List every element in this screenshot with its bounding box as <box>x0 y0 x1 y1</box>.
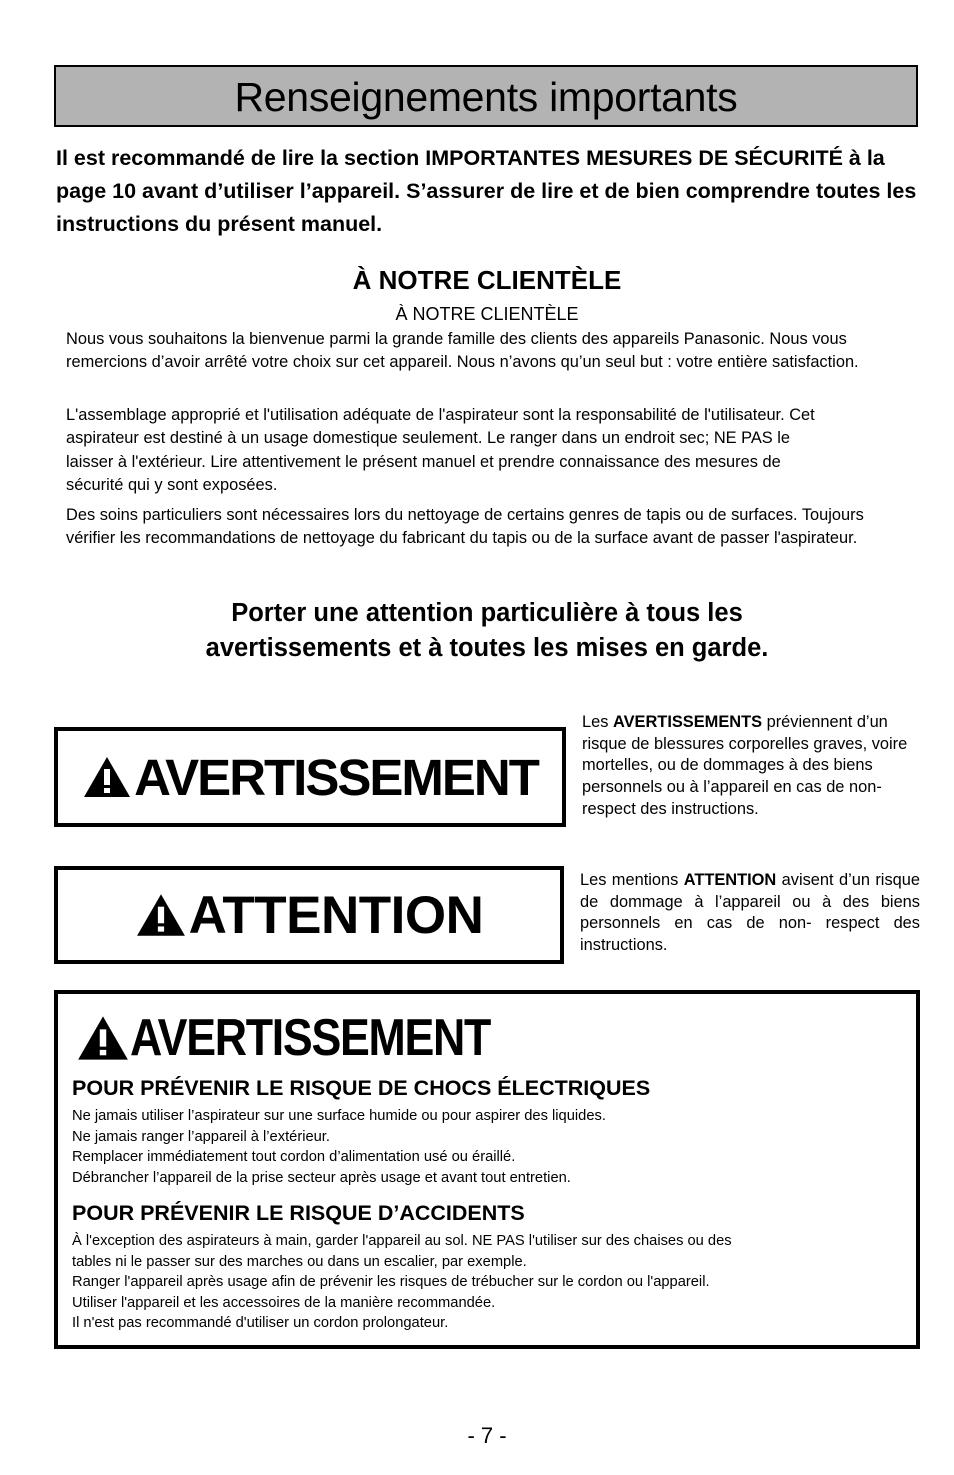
accidents-heading: POUR PRÉVENIR LE RISQUE D’ACCIDENTS <box>72 1201 525 1225</box>
customers-subheading: À NOTRE CLIENTÈLE <box>395 304 579 324</box>
warning-sign-label: AVERTISSEMENT <box>134 748 538 806</box>
warning-desc-post: préviennent d’un risque de blessures corporelles graves, voire mortelles, ou de dommages à des biens personnels ou à l’appareil en cas de non-respect des instructions. <box>582 713 908 818</box>
page-title-box <box>54 65 918 127</box>
caution-desc-bold: ATTENTION <box>683 871 777 889</box>
customers-paragraph-3: Des soins particuliers sont nécessaires lors du nettoyage de certains genres de tapis ou de surfaces. Toujours vérifier les recommandations de nettoyage du fabricant du tapis ou de la surface avant de passer l'aspirateur. <box>66 506 864 548</box>
warning-description <box>582 712 912 821</box>
attention-note-text: Porter une attention particulière à tous les avertissements et à toutes les mises en garde. <box>205 599 769 662</box>
caution-desc-pre: Les mentions <box>580 871 684 889</box>
warning-panel <box>54 990 920 1349</box>
list-item: Utiliser l'appareil et les accessoires de la manière recommandée. <box>72 1294 496 1311</box>
list-item: À l'exception des aspirateurs à main, garder l'appareil au sol. NE PAS l'utiliser sur des chaises ou des <box>72 1233 732 1249</box>
warning-panel-label: AVERTISSEMENT <box>130 1009 491 1067</box>
list-item: Il n'est pas recommandé d'utiliser un cordon prolongateur. <box>72 1315 449 1332</box>
accidents-list <box>72 1231 902 1334</box>
warning-panel-head <box>76 1008 549 1068</box>
intro-text: Il est recommandé de lire la section IMPORTANTES MESURES DE SÉCURITÉ à la page 10 avant d’utiliser l’appareil. S’assurer de lire et de bien comprendre toutes les instructions du présent manuel. <box>56 146 917 236</box>
warning-sign <box>54 727 566 827</box>
caution-description <box>580 870 920 957</box>
page-number: - 7 - <box>467 1423 507 1448</box>
page-title: Renseignements importants <box>234 74 738 120</box>
warning-desc-bold: AVERTISSEMENTS <box>612 713 763 731</box>
customers-paragraph-1: Nous vous souhaitons la bienvenue parmi la grande famille des clients des appareils Panasonic. Nous vous remercions d’avoir arrêté votre choix sur cet appareil. Nous n’avons qu’un seul but : votre entière satisfaction. <box>66 330 859 372</box>
caution-sign <box>54 866 564 964</box>
warning-triangle-icon <box>76 1014 130 1062</box>
list-item: Ne jamais ranger l’appareil à l’extérieur. <box>72 1128 330 1145</box>
warning-desc-pre: Les <box>582 713 613 731</box>
electric-shock-heading: POUR PRÉVENIR LE RISQUE DE CHOCS ÉLECTRIQUES <box>72 1076 651 1100</box>
list-item: tables ni le passer sur des marches ou dans un escalier, par exemple. <box>72 1253 527 1270</box>
electric-shock-list <box>72 1106 902 1188</box>
caution-sign-label: ATTENTION <box>188 885 484 945</box>
customers-paragraph-2: L'assemblage approprié et l'utilisation adéquate de l'aspirateur sont la responsabilité de l'utilisateur. Cet aspirateur est destiné à un usage domestique seulement. Le ranger dans un endroit sec; NE PAS le laisser à l'extérieur. Lire attentivement le présent manuel et prendre connaissance des mesures de sécurité qui y sont exposées. <box>66 406 815 494</box>
list-item: Ranger l'appareil après usage afin de prévenir les risques de trébucher sur le cordon ou l'appareil. <box>72 1274 710 1291</box>
attention-note <box>0 596 954 666</box>
list-item: Ne jamais utiliser l’aspirateur sur une surface humide ou pour aspirer des liquides. <box>72 1108 606 1124</box>
list-item: Débrancher l’appareil de la prise secteur après usage et avant tout entretien. <box>72 1169 571 1186</box>
caution-desc-post: avisent d’un risque de dommage à l’appareil ou à des biens personnels en cas de non- respect des instructions. <box>580 871 920 955</box>
customers-heading: À NOTRE CLIENTÈLE <box>352 265 622 295</box>
list-item: Remplacer immédiatement tout cordon d’alimentation usé ou éraillé. <box>72 1149 516 1166</box>
warning-triangle-icon <box>82 755 132 799</box>
warning-triangle-icon <box>135 892 187 938</box>
